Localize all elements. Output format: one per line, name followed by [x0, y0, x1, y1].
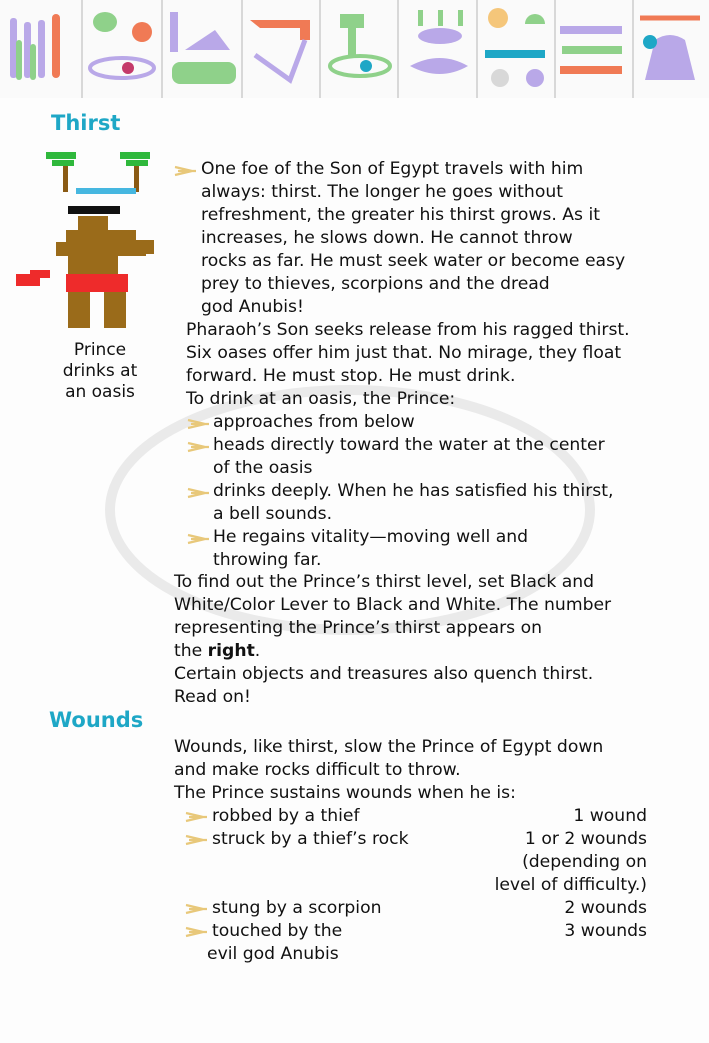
bullet-arrow-icon — [185, 926, 209, 938]
bullet-arrow-icon — [187, 441, 211, 453]
wound-cause: struck by a thief’s rock — [212, 829, 409, 849]
text-line: representing the Prince’s thirst appears on — [174, 618, 542, 638]
list-item: drinks deeply. When he has satisfied his thirst, — [213, 481, 614, 501]
text-line: To drink at an oasis, the Prince: — [186, 389, 456, 409]
text-period: . — [254, 641, 261, 661]
text-line: White/Color Lever to Black and White. The number — [174, 595, 612, 615]
wound-amount-note: level of difficulty.) — [494, 875, 647, 895]
bullet-arrow-icon — [185, 903, 209, 915]
wound-cause-continued: evil god Anubis — [207, 944, 339, 964]
text-line: Certain objects and treasures also quench thirst. — [174, 664, 594, 684]
wounds-intro-paragraph — [174, 736, 603, 805]
text-line — [174, 640, 611, 663]
text-line: One foe of the Son of Egypt travels with him — [201, 159, 584, 179]
wounds-heading: Wounds — [49, 708, 144, 732]
wound-amount: 3 wounds — [564, 921, 647, 941]
text-line: increases, he slows down. He cannot throw — [201, 228, 573, 248]
text-line: god Anubis! — [201, 297, 304, 317]
list-item: He regains vitality—moving well and — [213, 527, 529, 547]
hieroglyph-banner — [0, 0, 709, 98]
bullet-arrow-icon — [187, 533, 211, 545]
list-item-continued: a bell sounds. — [213, 504, 333, 524]
text-line: The Prince sustains wounds when he is: — [174, 783, 516, 803]
thirst-paragraph-oases — [186, 319, 630, 411]
text-line: Pharaoh’s Son seeks release from his ragged thirst. — [186, 320, 630, 340]
wound-amount: 1 wound — [573, 806, 647, 826]
text-line: Read on! — [174, 687, 251, 707]
wound-amount-note: (depending on — [522, 852, 647, 872]
text-line: prey to thieves, scorpions and the dread — [201, 274, 550, 294]
thirst-heading: Thirst — [51, 111, 121, 135]
oasis-steps-list — [213, 411, 613, 572]
wound-cause: stung by a scorpion — [212, 898, 382, 918]
wound-amount: 2 wounds — [564, 898, 647, 918]
figure-caption — [50, 340, 150, 403]
wound-amount-detail — [495, 828, 647, 897]
text-line: and make rocks difficult to throw. — [174, 760, 461, 780]
wound-cause: touched by the — [212, 921, 343, 941]
text-line: Six oases offer him just that. No mirage, they float — [186, 343, 622, 363]
text-line: rocks as far. He must seek water or become easy — [201, 251, 626, 271]
bullet-arrow-icon — [185, 811, 209, 823]
wound-cause: robbed by a thief — [212, 806, 360, 826]
bullet-arrow-icon — [187, 418, 211, 430]
thirst-intro-paragraph — [201, 158, 625, 319]
caption-line: Prince — [73, 340, 127, 360]
caption-line: an oasis — [65, 382, 135, 402]
caption-line: drinks at — [62, 361, 138, 381]
prince-oasis-illustration — [16, 146, 166, 336]
bullet-arrow-icon — [174, 165, 198, 177]
text-the: the — [174, 641, 208, 661]
thirst-level-paragraph — [174, 571, 611, 709]
bullet-arrow-icon — [185, 834, 209, 846]
list-item-continued: throwing far. — [213, 550, 322, 570]
text-right-bold: right — [207, 641, 255, 661]
text-line: forward. He must stop. He must drink. — [186, 366, 516, 386]
bullet-arrow-icon — [187, 487, 211, 499]
text-line: refreshment, the greater his thirst grows. As it — [201, 205, 600, 225]
text-line: To find out the Prince’s thirst level, set Black and — [174, 572, 595, 592]
text-line: Wounds, like thirst, slow the Prince of Egypt down — [174, 737, 604, 757]
list-item: approaches from below — [213, 412, 415, 432]
wound-amount: 1 or 2 wounds — [524, 829, 647, 849]
text-line: always: thirst. The longer he goes without — [201, 182, 563, 202]
list-item: heads directly toward the water at the center — [213, 435, 605, 455]
list-item-continued: of the oasis — [213, 458, 313, 478]
